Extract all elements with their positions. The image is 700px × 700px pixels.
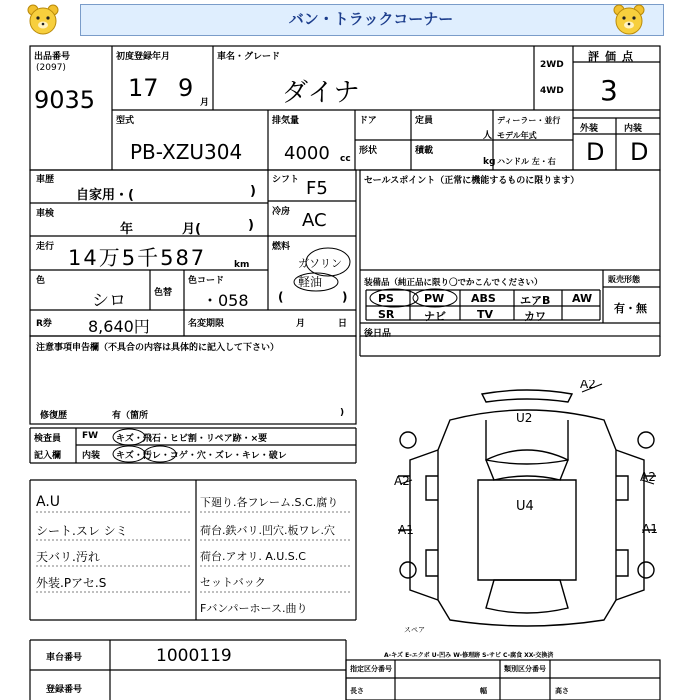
dealer-handle: ハンドル 左・右 bbox=[497, 157, 556, 166]
lot-number: 9035 bbox=[34, 86, 96, 114]
score-value: 3 bbox=[600, 74, 618, 107]
damage-legend: A-キズ E-エクボ U-凹み W-修理跡 S-サビ C-腐食 XX-交換済 bbox=[384, 652, 554, 659]
fuel-options: ガソリン bbox=[298, 257, 342, 270]
model-label: 型式 bbox=[116, 116, 135, 126]
sales-point-label: セールスポイント（正常に機能するものに限ります） bbox=[364, 176, 580, 186]
fuel-paren-close: ) bbox=[342, 290, 348, 304]
remark-left-1: A.U bbox=[36, 494, 61, 510]
equip-tv: TV bbox=[477, 308, 494, 321]
shift-label: シフト bbox=[272, 175, 300, 185]
chassis-label: 車台番号 bbox=[46, 653, 83, 663]
fuel-selected: 軽油 bbox=[298, 275, 323, 289]
car-name-value: ダイナ bbox=[282, 78, 360, 108]
damage-mark-u4: U4 bbox=[516, 499, 534, 514]
remark-left-2: シート.スレ シミ bbox=[36, 524, 128, 538]
remark-left-4: 外装.Pアセ.S bbox=[36, 576, 107, 590]
recycle-label: R券 bbox=[36, 319, 52, 329]
repair-value: 有（箇所 bbox=[112, 411, 149, 421]
dims-length: 長さ bbox=[350, 687, 364, 695]
car-name-label: 車名・グレード bbox=[217, 52, 281, 62]
chassis-value: 1000119 bbox=[156, 646, 232, 666]
color-change-label: 色替 bbox=[154, 288, 173, 298]
damage-mark-a1-left: A1 bbox=[398, 523, 414, 537]
header-title: バン・トラックコーナー bbox=[288, 10, 454, 28]
equip-aw: AW bbox=[572, 292, 593, 305]
inspection-label: 車検 bbox=[36, 209, 55, 219]
inspection-month: 月( bbox=[182, 222, 201, 237]
first-reg-month: 9 bbox=[178, 74, 194, 102]
notes-label: 注意事項申告欄（不具合の内容は具体的に記入して下さい） bbox=[36, 343, 280, 353]
name-change-month: 月 bbox=[296, 319, 306, 329]
equip-sr: SR bbox=[378, 308, 395, 321]
door-label: ドア bbox=[359, 116, 377, 126]
capacity-label: 定員 bbox=[415, 116, 434, 126]
score-int-label: 内装 bbox=[624, 124, 643, 134]
inspector-fw: FW bbox=[82, 431, 99, 441]
fuel-paren-open: ( bbox=[278, 290, 284, 304]
equipment-label: 装備品（純正品に限り〇でかこんでください） bbox=[364, 278, 543, 288]
drive-2wd: 2WD bbox=[540, 60, 564, 70]
equip-pw: PW bbox=[424, 292, 445, 305]
dims-label-2: 類別区分番号 bbox=[504, 665, 546, 673]
lot-sub: (2097) bbox=[36, 63, 66, 73]
mileage-value: 14万5千587 bbox=[68, 246, 207, 270]
dims-height: 高さ bbox=[555, 687, 569, 695]
shift-value: F5 bbox=[306, 178, 328, 199]
inspection-close: ) bbox=[248, 218, 254, 233]
remark-right-4: セットバック bbox=[200, 576, 266, 589]
mileage-unit: km bbox=[234, 260, 250, 270]
equip-airbag: エアB bbox=[520, 294, 551, 307]
displacement-label: 排気量 bbox=[272, 116, 300, 126]
score-int: D bbox=[630, 138, 649, 166]
aircon-value: AC bbox=[302, 210, 327, 231]
name-change-day: 日 bbox=[338, 319, 348, 329]
repair-close: ) bbox=[340, 408, 345, 418]
damage-mark-a2-right: A2 bbox=[640, 470, 656, 484]
score-label: 評価点 bbox=[588, 50, 639, 63]
history-close: ) bbox=[250, 184, 256, 199]
inspector-interior: 内装 bbox=[82, 451, 101, 461]
sale-type-label: 販売形態 bbox=[608, 275, 640, 284]
back-seat-label: 後日品 bbox=[364, 329, 392, 339]
shape-label: 形状 bbox=[359, 146, 378, 156]
damage-mark-a2-left: A2 bbox=[394, 474, 410, 488]
color-value: シロ bbox=[92, 291, 126, 311]
repair-label: 修復歴 bbox=[40, 411, 68, 421]
inspector-row1: キズ・飛石・ヒビ割・リペア跡・×要 bbox=[116, 434, 268, 444]
displacement-unit: cc bbox=[340, 154, 351, 164]
damage-mark-a2-top: A2 bbox=[580, 380, 596, 391]
score-ext-label: 外装 bbox=[580, 124, 599, 134]
drive-4wd: 4WD bbox=[540, 86, 564, 96]
dims-label-1: 指定区分番号 bbox=[350, 665, 392, 673]
name-change-label: 名変期限 bbox=[188, 319, 225, 329]
aircon-label: 冷房 bbox=[272, 207, 291, 217]
first-reg-month-unit: 月 bbox=[200, 98, 210, 108]
sale-type-value: 有・無 bbox=[614, 302, 647, 315]
remark-left-3: 天バリ.汚れ bbox=[36, 550, 100, 564]
equip-navi: ナビ bbox=[424, 310, 446, 323]
dims-width: 幅 bbox=[480, 687, 487, 695]
load-unit: kg bbox=[483, 157, 496, 167]
first-reg-label: 初度登録年月 bbox=[116, 52, 171, 62]
reg-number-label: 登録番号 bbox=[46, 685, 83, 695]
spare-label: スペア bbox=[404, 626, 425, 634]
score-ext: D bbox=[586, 138, 605, 166]
load-label: 積載 bbox=[415, 146, 434, 156]
inspector-label-2: 記入欄 bbox=[34, 451, 62, 461]
remark-right-3: 荷台.アオリ. A.U.S.C bbox=[200, 550, 306, 563]
remark-right-1: 下廻り.各フレーム.S.C.腐り bbox=[200, 496, 339, 509]
first-reg-year: 17 bbox=[128, 74, 159, 102]
color-code: ・058 bbox=[202, 291, 249, 310]
equip-ps: PS bbox=[378, 292, 394, 305]
damage-mark-a1-right: A1 bbox=[642, 522, 658, 536]
color-label: 色 bbox=[36, 276, 46, 286]
displacement-value: 4000 bbox=[284, 143, 330, 164]
damage-mark-u2: U2 bbox=[516, 411, 533, 425]
inspector-row2: キズ・汚レ・コゲ・穴・ズレ・キレ・破レ bbox=[116, 451, 287, 461]
dealer-label: ディーラー・並行 bbox=[497, 116, 561, 125]
truck-damage-diagram bbox=[390, 380, 665, 645]
equip-abs: ABS bbox=[471, 292, 496, 305]
remark-right-2: 荷台.鉄バリ.凹穴.板ワレ.穴 bbox=[200, 524, 335, 537]
inspection-year: 年 bbox=[120, 222, 134, 237]
dealer-model-year: モデル年式 bbox=[497, 131, 537, 140]
equip-leather: カワ bbox=[524, 310, 546, 323]
fuel-label: 燃料 bbox=[272, 242, 291, 252]
lot-label: 出品番号 bbox=[34, 52, 71, 62]
mileage-label: 走行 bbox=[36, 242, 55, 252]
remark-right-5: Fバンパーホース.曲り bbox=[200, 602, 308, 615]
history-value: 自家用・( bbox=[76, 188, 134, 203]
model-value: PB-XZU304 bbox=[130, 140, 243, 164]
color-code-label: 色コード bbox=[188, 276, 225, 286]
history-label: 車歴 bbox=[36, 175, 55, 185]
capacity-unit: 人 bbox=[483, 131, 493, 141]
inspector-label-1: 検査員 bbox=[34, 434, 62, 444]
recycle-value: 8,640円 bbox=[88, 317, 150, 336]
